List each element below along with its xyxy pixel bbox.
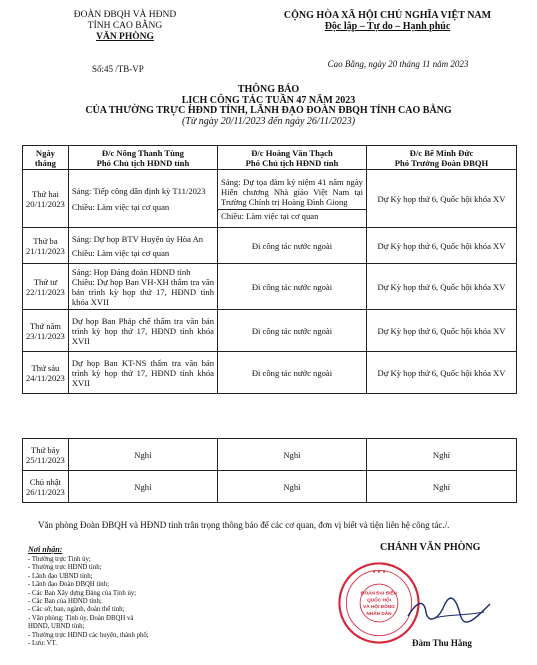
- svg-text:NHÂN DÂN: NHÂN DÂN: [366, 612, 392, 618]
- list-item: - Thường trực HĐND các huyện, thành phố;: [28, 631, 149, 639]
- table-row: [23, 170, 517, 228]
- table-row: [23, 228, 517, 264]
- list-item: - Các Ban Xây dựng Đảng của Tỉnh ủy;: [28, 589, 137, 597]
- list-item: - Lãnh đạo Đoàn ĐBQH tỉnh;: [28, 581, 109, 589]
- title-line-2: LỊCH CÔNG TÁC TUẦN 47 NĂM 2023: [181, 94, 356, 106]
- list-item: - Các Ban của HĐND tỉnh;: [28, 598, 102, 606]
- list-item: - Văn phòng: Tỉnh ủy, Đoàn ĐBQH và: [28, 614, 134, 622]
- closing-statement: Văn phòng Đoàn ĐBQH và HĐND tỉnh trân trọng thông báo đế các cơ quan, đơn vị biết và tiện liên hệ công tác./.: [38, 520, 450, 530]
- cell-be-minh-duc: Dự Kỳ họp thứ 6, Quốc hội khóa XV: [366, 228, 516, 264]
- table-row: [23, 264, 517, 310]
- table-row: [23, 439, 517, 471]
- nation-name: CỘNG HÒA XÃ HỘI CHỦ NGHĨA VIỆT NAM: [283, 10, 492, 21]
- cell-hoang-van-thach: Nghỉ: [217, 439, 366, 471]
- header-date: Ngày tháng: [23, 146, 69, 170]
- table-row: [23, 471, 517, 503]
- signer-name: Đàm Thu Hằng: [412, 638, 472, 648]
- row-day: Chủ nhật 26/11/2023: [23, 471, 69, 503]
- document-number: Số:45 /TB-VP: [92, 64, 144, 74]
- row-day: Thứ ba 21/11/2023: [23, 228, 69, 264]
- cell-hoang-van-thach: Sáng: Dự tọa đàm kỷ niệm 41 năm ngày Hiến chương Nhà giáo Việt Nam tại Trường Chính trị Hoàng Đình Giong Chiều: Làm việc tại cơ quan: [218, 170, 367, 228]
- office-name: VĂN PHÒNG: [96, 32, 154, 42]
- title-date-range: (Từ ngày 20/11/2023 đến ngày 26/11/2023): [181, 115, 356, 127]
- row-day: Thứ bảy 25/11/2023: [23, 439, 69, 471]
- list-item: - Thường trực Tỉnh ủy;: [28, 556, 91, 563]
- weekend-table: [22, 438, 517, 503]
- header-hoang-van-thach: Đ/c Hoàng Văn Thạch Phó Chủ tịch HĐND tỉnh: [218, 146, 367, 170]
- row-day: Thứ năm 23/11/2023: [23, 310, 69, 352]
- cell-nong-thanh-tung: Sáng: Dự họp BTV Huyện ủy Hòa An Chiều: Làm việc tại cơ quan: [68, 228, 217, 264]
- recipients-list: [28, 556, 198, 648]
- document-title: [0, 85, 537, 127]
- cell-nong-thanh-tung: Sáng: Họp Đảng đoàn HĐND tỉnh Chiều: Dự họp Ban VH-XH thẩm tra văn bản trình kỳ họp thứ 17, HĐND tỉnh khóa XVII: [68, 264, 217, 310]
- schedule-table: [22, 145, 517, 394]
- table-row: [23, 352, 517, 394]
- list-item: - Lưu: VT.: [28, 640, 57, 648]
- cell-be-minh-duc: Nghỉ: [366, 471, 516, 503]
- cell-hoang-van-thach: Đi công tác nước ngoài: [218, 310, 367, 352]
- cell-hoang-van-thach: Đi công tác nước ngoài: [218, 228, 367, 264]
- list-item: - Lãnh đạo UBND tỉnh;: [28, 572, 93, 580]
- cell-hoang-van-thach: Đi công tác nước ngoài: [218, 264, 367, 310]
- row-day: Thứ sáu 24/11/2023: [23, 352, 69, 394]
- cell-nong-thanh-tung: Nghỉ: [68, 439, 217, 471]
- row-day: Thứ tư 22/11/2023: [23, 264, 69, 310]
- cell-nong-thanh-tung: Dự họp Ban Pháp chế thẩm tra văn bản trình kỳ họp thứ 17, HĐND tỉnh khóa XVII: [68, 310, 217, 352]
- national-motto: Độc lập – Tự do – Hạnh phúc: [324, 21, 451, 32]
- table-row: [23, 310, 517, 352]
- svg-text:★ ★ ★: ★ ★ ★: [372, 568, 386, 574]
- place-date: Cao Bằng, ngày 20 tháng 11 năm 2023: [327, 59, 469, 69]
- svg-text:ĐOÀN ĐẠI BIỂU: ĐOÀN ĐẠI BIỂU: [361, 591, 397, 597]
- issuing-agency: [55, 10, 195, 43]
- cell-be-minh-duc: Dự Kỳ họp thứ 6, Quốc hội khóa XV: [366, 310, 516, 352]
- cell-nong-thanh-tung: Dự họp Ban KT-NS thẩm tra văn bản trình kỳ họp thứ 17, HĐND tỉnh khóa XVII: [68, 352, 217, 394]
- cell-be-minh-duc: Dự Kỳ họp thứ 6, Quốc hội khóa XV: [366, 170, 516, 228]
- list-item: - Các sở, ban, ngành, đoàn thể tỉnh;: [28, 606, 125, 614]
- cell-be-minh-duc: Dự Kỳ họp thứ 6, Quốc hội khóa XV: [366, 352, 516, 394]
- cell-nong-thanh-tung: Sáng: Tiếp công dân định kỳ T11/2023 Chiều: Làm việc tại cơ quan: [68, 170, 217, 228]
- cell-hoang-van-thach: Nghỉ: [217, 471, 366, 503]
- national-header: [260, 10, 515, 32]
- header-be-minh-duc: Đ/c Bế Minh Đức Phó Trưởng Đoàn ĐBQH: [366, 146, 516, 170]
- row-day: Thứ hai 20/11/2023: [23, 170, 69, 228]
- cell-be-minh-duc: Nghỉ: [366, 439, 516, 471]
- title-line-3: CỦA THƯỜNG TRỰC HĐND TỈNH, LÃNH ĐẠO ĐOÀN ĐBQH TỈNH CAO BẰNG: [85, 105, 452, 116]
- list-item: HĐND, UBND tỉnh;: [28, 623, 85, 631]
- recipients-title: Nơi nhận:: [28, 545, 63, 554]
- cell-hoang-van-thach: Đi công tác nước ngoài: [218, 352, 367, 394]
- list-item: - Thường trực HĐND tỉnh;: [28, 564, 102, 572]
- handwritten-signature-icon: [404, 596, 494, 624]
- table-header-row: [23, 146, 517, 170]
- title-line-1: THÔNG BÁO: [237, 84, 300, 95]
- agency-line-2: TỈNH CAO BẰNG: [87, 21, 163, 31]
- cell-be-minh-duc: Dự Kỳ họp thứ 6, Quốc hội khóa XV: [366, 264, 516, 310]
- agency-line-1: ĐOÀN ĐBQH VÀ HĐND: [73, 10, 177, 20]
- signer-title: CHÁNH VĂN PHÒNG: [380, 542, 481, 553]
- svg-text:VÀ HỘI ĐỒNG: VÀ HỘI ĐỒNG: [363, 605, 395, 611]
- page-break-gap: [0, 397, 537, 435]
- header-nong-thanh-tung: Đ/c Nông Thanh Tùng Phó Chủ tịch HĐND tỉnh: [68, 146, 217, 170]
- svg-text:QUỐC HỘI: QUỐC HỘI: [367, 598, 391, 604]
- cell-nong-thanh-tung: Nghỉ: [68, 471, 217, 503]
